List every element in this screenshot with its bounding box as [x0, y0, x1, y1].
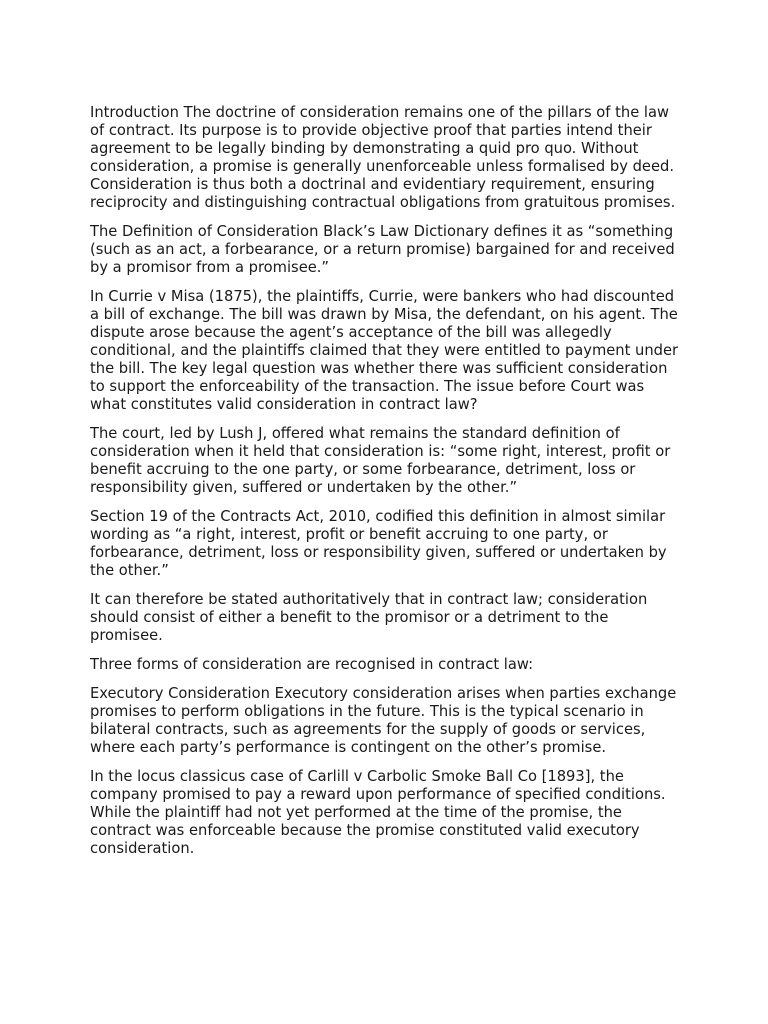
paragraph-introduction: Introduction The doctrine of consideration remains one of the pillars of the law of contract. Its purpose is to provide objective proof that parties intend their agreement to be legally binding by demonstrating a quid pro quo. Without consideration, a promise is generally unenforceable unless formalised by deed. Consideration is thus both a doctrinal and evidentiary requirement, ensuring reciprocity and distinguishing contractual obligations from gratuitous promises. [90, 104, 676, 211]
paragraph-three-forms: Three forms of consideration are recognised in contract law: [90, 656, 534, 673]
document-body [90, 104, 682, 869]
paragraph-lush-j-holding: The court, led by Lush J, offered what remains the standard definition of consideration when it held that consideration is: “some right, interest, profit or benefit accruing to the one party, or some forbearance, detriment, loss or responsibility given, suffered or undertaken by the other.” [90, 425, 671, 496]
paragraph-executory-consideration: Executory Consideration Executory consideration arises when parties exchange promises to perform obligations in the future. This is the typical scenario in bilateral contracts, such as agreements for the supply of goods or services, where each party’s performance is contingent on the other’s promise. [90, 685, 677, 756]
paragraph-carlill-case: In the locus classicus case of Carlill v Carbolic Smoke Ball Co [1893], the company promised to pay a reward upon performance of specified conditions. While the plaintiff had not yet performed at the time of the promise, the contract was enforceable because the promise constituted valid executory consideration. [90, 768, 666, 857]
paragraph-contracts-act-section-19: Section 19 of the Contracts Act, 2010, codified this definition in almost similar wording as “a right, interest, profit or benefit accruing to one party, or forbearance, detriment, loss or responsibility given, suffered or undertaken by the other.” [90, 508, 667, 579]
paragraph-definition: The Definition of Consideration Black’s Law Dictionary defines it as “something (such as an act, a forbearance, or a return promise) bargained for and received by a promisor from a promisee.” [90, 223, 675, 276]
paragraph-authoritative-statement: It can therefore be stated authoritatively that in contract law; consideration should consist of either a benefit to the promisor or a detriment to the promisee. [90, 591, 648, 644]
paragraph-currie-v-misa-facts: In Currie v Misa (1875), the plaintiffs, Currie, were bankers who had discounted a bill of exchange. The bill was drawn by Misa, the defendant, on his agent. The dispute arose because the agent’s acceptance of the bill was allegedly conditional, and the plaintiffs claimed that they were entitled to payment under the bill. The key legal question was whether there was sufficient consideration to support the enforceability of the transaction. The issue before Court was what constitutes valid consideration in contract law? [90, 288, 679, 413]
